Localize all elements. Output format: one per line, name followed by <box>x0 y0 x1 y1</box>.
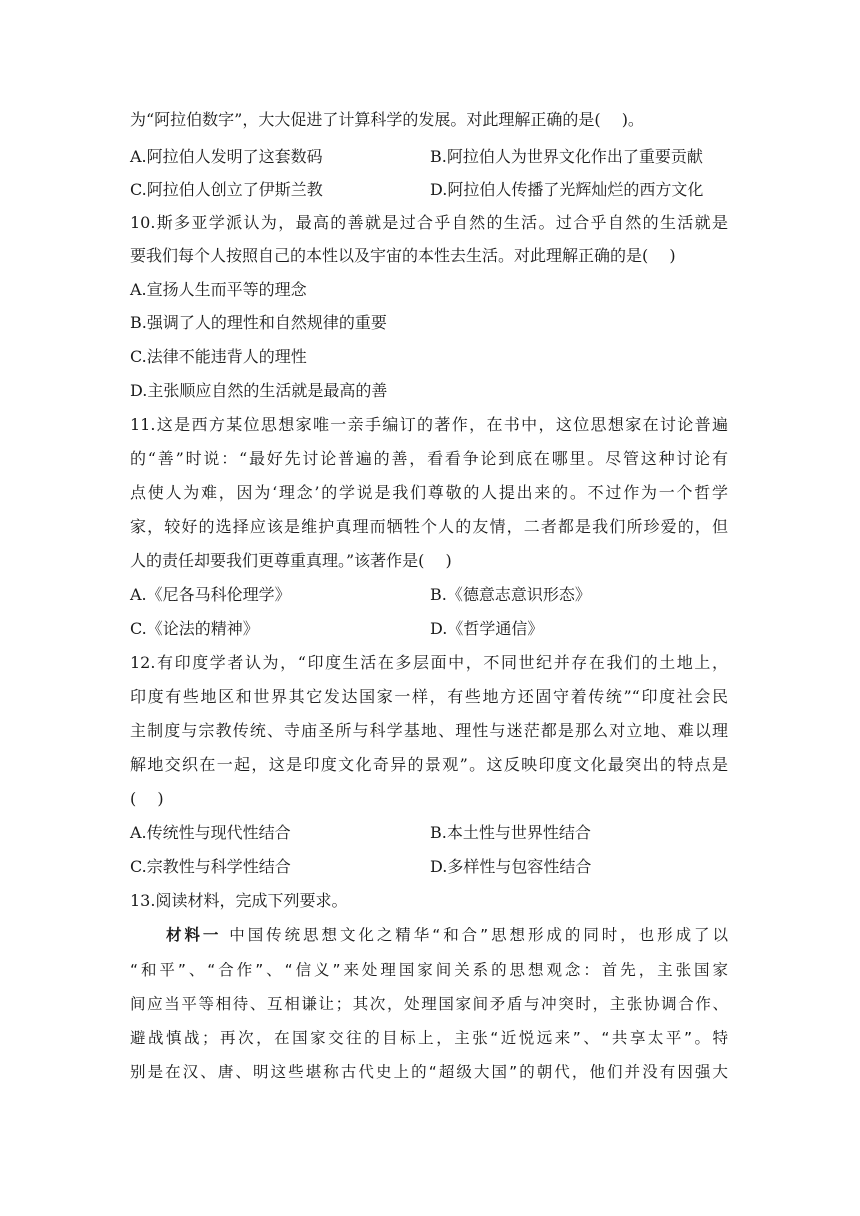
material-label: 材料一 <box>166 926 222 944</box>
q12-stem-line-3: 主制度与宗教传统、寺庙圣所与科学基地、理性与迷茫都是那么对立地、难以理 <box>130 721 728 740</box>
q11-option-d: D.《哲学通信》 <box>430 619 544 638</box>
q12-option-d: D.多样性与包容性结合 <box>430 857 592 876</box>
q12-option-a: A.传统性与现代性结合 <box>130 823 291 842</box>
q10-stem-line-1: 10.斯多亚学派认为，最高的善就是过合乎自然的生活。过合乎自然的生活就是 <box>130 213 728 232</box>
q12-stem-line-1: 12.有印度学者认为，“印度生活在多层面中，不同世纪并存在我们的土地上， <box>130 653 728 672</box>
q13-stem: 13.阅读材料，完成下列要求。 <box>130 891 348 910</box>
material-line-4: 避战慎战；再次，在国家交往的目标上，主张“近悦远来”、“共享太平”。特 <box>130 1029 728 1047</box>
q9-option-a: A.阿拉伯人发明了这套数码 <box>130 147 323 166</box>
q10-option-b: B.强调了人的理性和自然规律的重要 <box>130 313 387 332</box>
q11-stem-line-2: 的“善”时说：“最好先讨论普遍的善，看看争论到底在哪里。尽管这种讨论有 <box>130 449 728 468</box>
material-line-5: 别是在汉、唐、明这些堪称古代史上的“超级大国”的朝代，他们并没有因强大 <box>130 1063 728 1081</box>
q11-option-b: B.《德意志意识形态》 <box>430 585 591 604</box>
q10-option-d: D.主张顺应自然的生活就是最高的善 <box>130 381 388 400</box>
material-line-2: “和平”、“合作”、“信义”来处理国家间关系的思想观念：首先，主张国家 <box>130 961 728 979</box>
q12-option-b: B.本土性与世界性结合 <box>430 823 591 842</box>
q12-stem-line-2: 印度有些地区和世界其它发达国家一样，有些地方还固守着传统”“印度社会民 <box>130 687 728 706</box>
q9-option-c: C.阿拉伯人创立了伊斯兰教 <box>130 180 323 199</box>
q11-stem-line-3: 点使人为难，因为‘理念’的学说是我们尊敬的人提出来的。不过作为一个哲学 <box>130 483 728 502</box>
material-first-text: 中国传统思想文化之精华“和合”思想形成的同时，也形成了以 <box>229 926 728 944</box>
q11-option-a: A.《尼各马科伦理学》 <box>130 585 291 604</box>
q10-option-c: C.法律不能违背人的理性 <box>130 347 307 366</box>
q11-option-c: C.《论法的精神》 <box>130 619 259 638</box>
q10-option-a: A.宣扬人生而平等的理念 <box>130 280 307 299</box>
material-first-line <box>130 925 728 945</box>
q10-stem-line-2: 要我们每个人按照自己的本性以及宇宙的本性去生活。对此理解正确的是( ) <box>130 246 676 265</box>
material-line-3: 间应当平等相待、互相谦让；其次，处理国家间矛盾与冲突时，主张协调合作、 <box>130 995 728 1013</box>
q11-stem-line-1: 11.这是西方某位思想家唯一亲手编订的著作，在书中，这位思想家在讨论普遍 <box>130 415 728 434</box>
q11-stem-line-5: 人的责任却要我们更尊重真理。”该著作是( ) <box>130 551 452 570</box>
exam-page <box>130 0 730 1216</box>
q9-option-d: D.阿拉伯人传播了光辉灿烂的西方文化 <box>430 180 704 199</box>
q12-stem-line-5: ( ) <box>130 789 164 808</box>
q12-option-c: C.宗教性与科学性结合 <box>130 857 291 876</box>
q9-option-b: B.阿拉伯人为世界文化作出了重要贡献 <box>430 147 703 166</box>
q11-stem-line-4: 家，较好的选择应该是维护真理而牺牲个人的友情，二者都是我们所珍爱的，但 <box>130 517 728 536</box>
q12-stem-line-4: 解地交织在一起，这是印度文化奇异的景观”。这反映印度文化最突出的特点是 <box>130 755 728 774</box>
q9-stem-tail: 为“阿拉伯数字”，大大促进了计算科学的发展。对此理解正确的是( )。 <box>130 110 644 129</box>
